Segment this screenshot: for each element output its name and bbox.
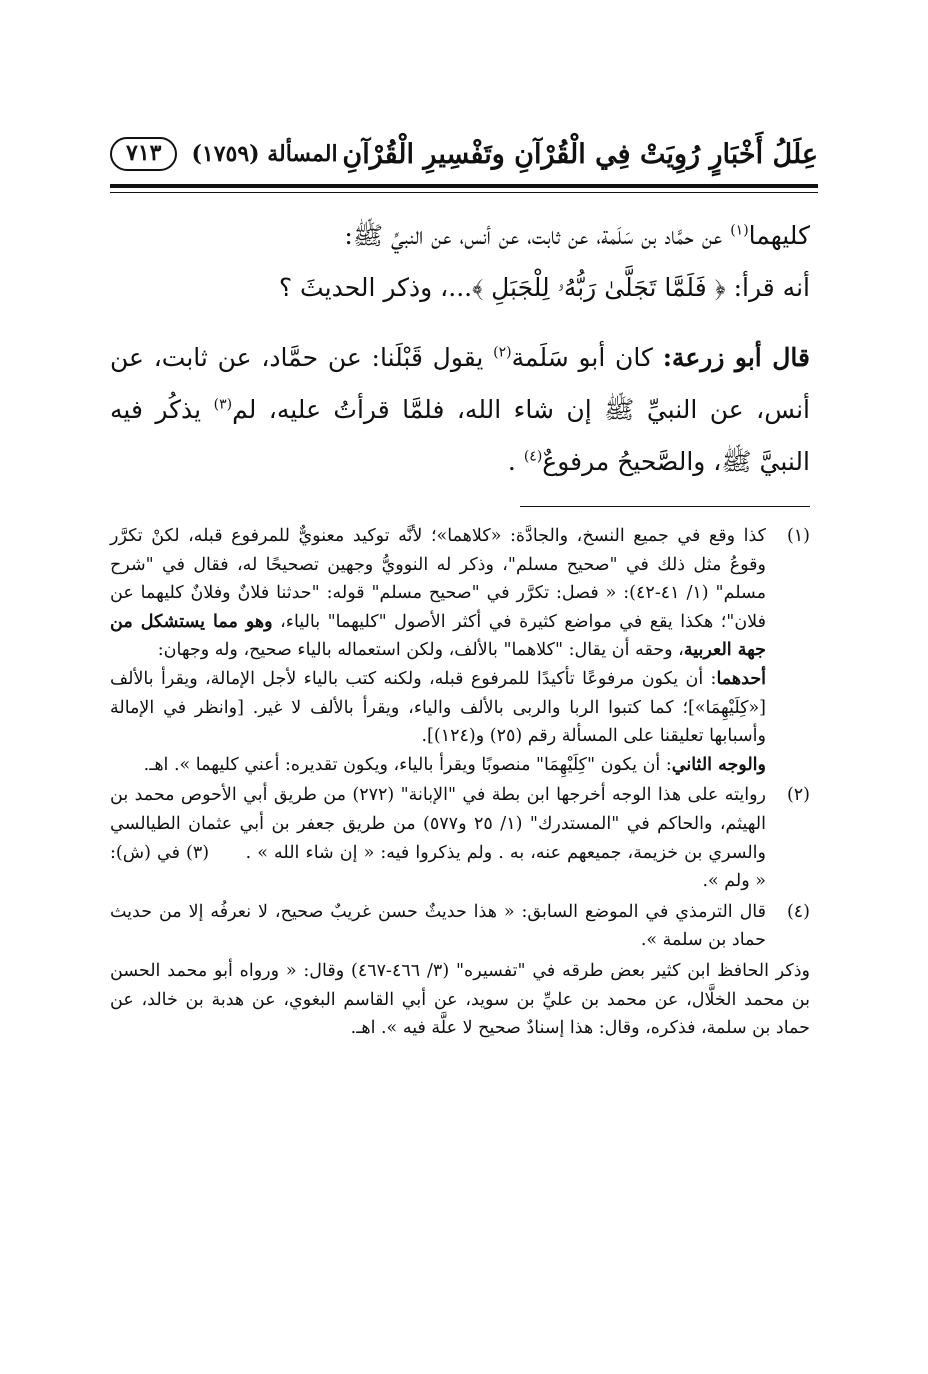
footnote-label: والوجه الثاني bbox=[671, 754, 766, 775]
footnote-1 bbox=[110, 522, 810, 779]
footnote-bold-text: وهو مما يستشكل من جهة العربية bbox=[110, 611, 766, 661]
footnote-number: (٤) bbox=[786, 901, 810, 922]
footnote-body bbox=[110, 898, 766, 955]
footnote-text: كذا وقع في جميع النسخ، والجادَّة: «كلاهما»؛ لأنَّه توكيد معنويٌّ للمرفوع قبله، لكنْ تكرَّر وقوعُ مثل ذلك في "صحيح مسلم"، وذكر له النوويُّ وجهين تصحيحًا له، فقال في "شرح مسلم" (١/ ٤١-٤٢): « فصل: تكرَّر في "صحيح مسلم" قوله: "حدثنا فلانٌ وفلانٌ كليهما عن فلان"؛ هكذا يقع في مواضع كثيرة في أكثر الأصول "كليهما" بالياء، bbox=[110, 526, 767, 632]
footnote-3-text: في (ش): « ولم ». bbox=[110, 842, 766, 892]
main-paragraph-3 bbox=[110, 332, 810, 488]
main-text-segment: كليهما bbox=[748, 221, 810, 250]
footnote-separator bbox=[520, 506, 810, 507]
footnote-ref-4[interactable]: (٤) bbox=[523, 448, 543, 465]
footnotes bbox=[110, 522, 810, 1043]
header-rule-thin bbox=[110, 192, 818, 193]
footnote-paragraph bbox=[110, 781, 766, 895]
running-title: عِلَلُ أَخْبَارٍ رُوِيَتْ فِي الْقُرْآنِ وتَفْسِيرِ الْقُرْآنِ bbox=[342, 138, 818, 170]
footnote-4 bbox=[110, 898, 810, 955]
footnote-body bbox=[110, 522, 766, 779]
footnote-paragraph: قال الترمذي في الموضع السابق: « هذا حديثٌ حسن غريبٌ صحيح، لا نعرفُه إلا من حديث حماد بن سلمة ». bbox=[110, 901, 766, 951]
footnote-text: روايته على هذا الوجه أخرجها ابن بطة في "الإبانة" (٢٧٢) من طريق أبي الأحوص محمد بن الهيثم، والحاكم في "المستدرك" (١/ ٢٥ و٥٧٧) من طريق جعفر بن أبي عثمان الطيالسي والسري بن خزيمة، جميعهم عنه، به . ولم يذكروا فيه: « إن شاء الله » . bbox=[110, 785, 767, 863]
footnote-text: : أن يكون "كِلَيْهِمَا" منصوبًا ويقرأ بالياء، ويكون تقديره: أعني كليهما ». اهـ. bbox=[143, 754, 672, 775]
footnote-3-number: (٣) bbox=[186, 842, 210, 863]
main-text-segment: كان أبو سَلَمة bbox=[511, 343, 663, 372]
footnote-body bbox=[110, 781, 766, 895]
header-issue-group bbox=[110, 137, 338, 171]
footnote-number: (١) bbox=[786, 526, 810, 546]
footnote-4-continuation: وذكر الحافظ ابن كثير بعض طرقه في "تفسيره" (٣/ ٤٦٦-٤٦٧) وقال: « ورواه أبو محمد الحسن بن محمد الخلَّال، عن محمد بن عليِّ بن سويد، عن أبي القاسم البغوي، عن هدبة بن خالد، عن حماد بن سلمة، فذكره، وقال: هذا إسنادٌ صحيح لا علَّة فيه ». اهـ. bbox=[110, 960, 810, 1039]
footnote-text: ، وحقه أن يقال: "كلاهما" بالألف، ولكن استعماله بالياء صحيح، وله وجهان: bbox=[157, 640, 684, 661]
main-text-segment: يقول قَبْلَنا: عن حمَّاد، عن ثابت، عن أنس، عن النبيِّ ﷺ إن شاء الله، فلمَّا قرأتُ عليه، لم bbox=[110, 343, 811, 424]
speaker-label: قال أبو زرعة: bbox=[662, 343, 810, 372]
main-text-segment: يذكُر فيه النبيَّ ﷺ، والصَّحيحُ مرفوعٌ bbox=[110, 395, 810, 476]
footnote-ref-3[interactable]: (٣) bbox=[213, 396, 233, 413]
issue-label: المسألة (١٧٥٩) bbox=[191, 141, 338, 167]
footnote-ref-2[interactable]: (٢) bbox=[493, 344, 512, 361]
footnote-paragraph bbox=[110, 751, 766, 780]
footnote-number: (٢) bbox=[786, 785, 810, 806]
main-text-segment: عن حمَّاد بن سَلَمة، عن ثابت، عن أنس، عن النبيِّ ﷺ: bbox=[344, 221, 731, 250]
footnote-ref-1[interactable]: (١) bbox=[730, 222, 749, 239]
main-paragraph-2: أنه قرأ: ﴿ فَلَمَّا تَجَلَّىٰ رَبُّهُۥ لِلْجَبَلِ ﴾...، وذكر الحديثَ ؟ bbox=[278, 273, 810, 302]
footnote-text: : أن يكون مرفوعًا تأكيدًا للمرفوع قبله، ولكنه كتب بالياء لأجل الإمالة، ويقرأ بالألف [«كِلَيْهِمَا»]؛ كما كتبوا الربا والربى بالألف والياء، ويقرأ بالألف لا غير. [وانظر في الإمالة وأسبابها تعليقنا على المسألة رقم (٢٥) و(١٢٤)]. bbox=[110, 668, 766, 747]
footnote-label: أحدهما bbox=[716, 668, 766, 689]
footnote-2 bbox=[110, 781, 810, 895]
main-text-segment: . bbox=[507, 447, 524, 476]
main-text bbox=[110, 210, 810, 488]
page-header bbox=[110, 130, 818, 178]
header-rule-thick bbox=[110, 184, 818, 188]
footnote-paragraph bbox=[110, 665, 766, 751]
page-number: ٧١٣ bbox=[110, 137, 177, 171]
main-paragraph-1 bbox=[110, 210, 810, 262]
footnote-paragraph bbox=[110, 522, 766, 665]
